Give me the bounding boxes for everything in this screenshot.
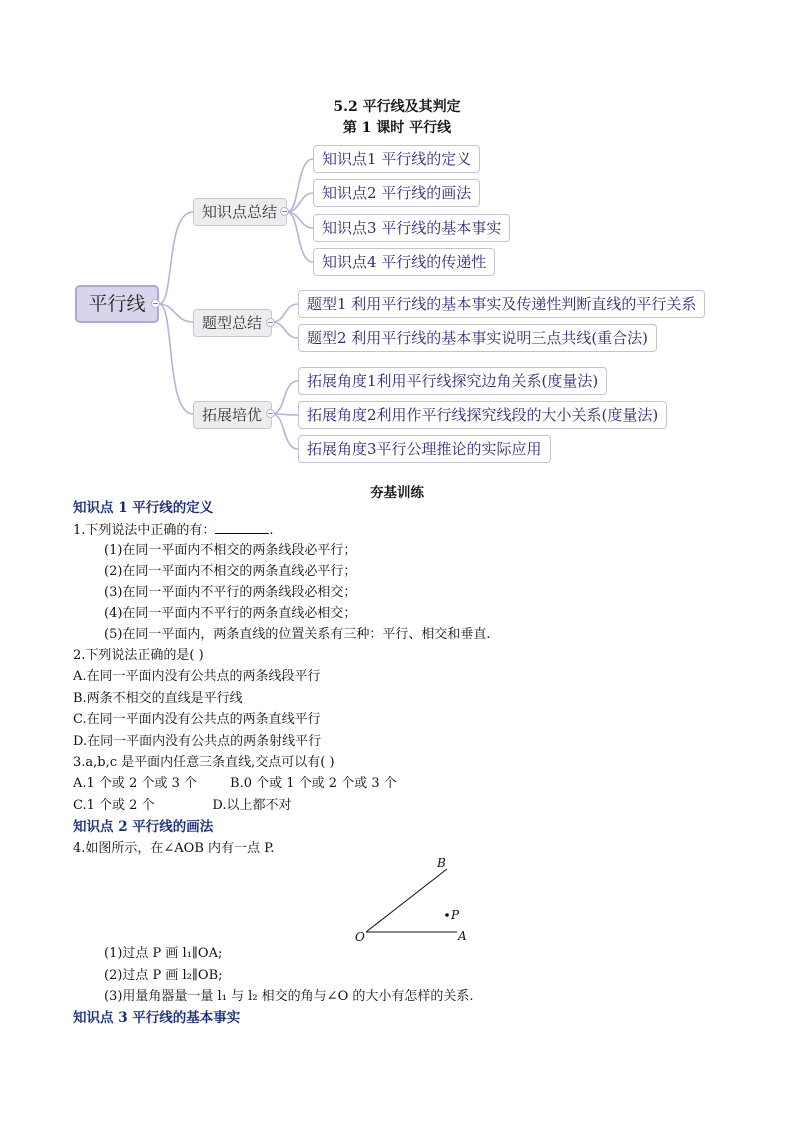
node-ext1: 拓展角度1利用平行线探究边角关系(度量法) — [298, 367, 607, 395]
ray-ob — [366, 869, 447, 932]
q1-item-1: (1)在同一平面内不相交的两条线段必平行； — [104, 543, 357, 558]
branch-knowledge-summary: 知识点总结 — [193, 198, 287, 226]
q1-stem — [73, 521, 274, 540]
label-b: B — [437, 856, 446, 870]
angle-aob-figure — [350, 852, 480, 948]
q4-item-3: (3)用量角器量一量 l₁ 与 l₂ 相交的角与∠O 的大小有怎样的关系. — [104, 989, 474, 1004]
q1-item-3: (3)在同一平面内不平行的两条线段必相交； — [104, 585, 357, 600]
collapse-toggle-icon — [280, 207, 289, 216]
q1-stem-end: . — [269, 523, 274, 538]
answer-blank — [215, 521, 269, 534]
kp1-heading: 知识点 1 平行线的定义 — [73, 500, 214, 516]
node-type1: 题型1 利用平行线的基本事实及传递性判断直线的平行关系 — [298, 290, 705, 318]
q4-item-2: (2)过点 P 画 l₂∥OB; — [104, 968, 223, 983]
kp2-heading: 知识点 2 平行线的画法 — [73, 819, 214, 835]
section-title: 夯基训练 — [370, 485, 424, 501]
label-a: A — [458, 929, 467, 943]
label-o: O — [355, 930, 365, 944]
q1-item-2: (2)在同一平面内不相交的两条直线必平行； — [104, 564, 357, 579]
q1-stem-text: 1.下列说法中正确的有： — [73, 523, 216, 538]
q4-stem: 4.如图所示，在∠AOB 内有一点 P. — [73, 841, 275, 856]
collapse-toggle-icon — [266, 409, 275, 418]
q2-stem: 2.下列说法正确的是( ) — [73, 648, 204, 663]
q4-item-1: (1)过点 P 画 l₁∥OA; — [104, 946, 223, 961]
mind-map-root: 平行线 — [75, 285, 159, 323]
node-kp3: 知识点3 平行线的基本事实 — [313, 214, 510, 242]
mind-map — [0, 0, 794, 480]
q2-option-b: B.两条不相交的直线是平行线 — [73, 691, 243, 706]
q3-options-row1: A.1 个或 2 个或 3 个 B.0 个或 1 个或 2 个或 3 个 — [73, 776, 397, 791]
node-kp1: 知识点1 平行线的定义 — [313, 145, 480, 173]
lesson-subtitle: 第 1 课时 平行线 — [342, 120, 452, 136]
label-p: P — [451, 908, 460, 922]
kp3-heading: 知识点 3 平行线的基本事实 — [73, 1010, 241, 1026]
node-ext3: 拓展角度3平行公理推论的实际应用 — [298, 435, 551, 463]
branch-question-types: 题型总结 — [193, 309, 272, 337]
q1-item-5: (5)在同一平面内，两条直线的位置关系有三种：平行、相交和垂直. — [104, 627, 491, 642]
q2-option-d: D.在同一平面内没有公共点的两条射线平行 — [73, 734, 322, 749]
node-ext2: 拓展角度2利用作平行线探究线段的大小关系(度量法) — [298, 401, 667, 429]
q2-option-c: C.在同一平面内没有公共点的两条直线平行 — [73, 712, 321, 727]
node-kp2: 知识点2 平行线的画法 — [313, 179, 480, 207]
q3-stem: 3.a,b,c 是平面内任意三条直线,交点可以有( ) — [73, 755, 335, 770]
point-p-dot — [445, 913, 449, 917]
node-type2: 题型2 利用平行线的基本事实说明三点共线(重合法) — [298, 324, 657, 352]
q2-option-a: A.在同一平面内没有公共点的两条线段平行 — [73, 669, 321, 684]
q3-options-row2: C.1 个或 2 个 D.以上都不对 — [73, 798, 292, 813]
branch-extension: 拓展培优 — [193, 401, 272, 429]
q1-item-4: (4)在同一平面内不平行的两条直线必相交； — [104, 606, 357, 621]
document-title: 5.2 平行线及其判定 — [333, 99, 461, 115]
collapse-toggle-icon — [151, 299, 160, 308]
node-kp4: 知识点4 平行线的传递性 — [313, 248, 495, 276]
collapse-toggle-icon — [266, 318, 275, 327]
